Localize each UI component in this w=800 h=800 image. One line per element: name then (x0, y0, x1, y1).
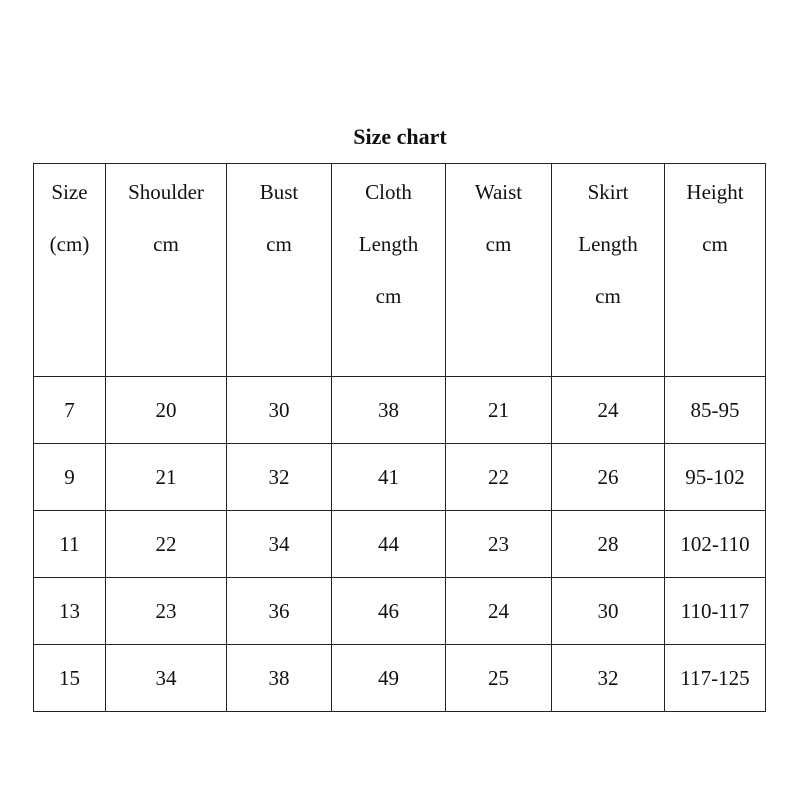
table-cell: 20 (106, 377, 227, 444)
header-label: Size (51, 180, 88, 204)
header-bust (227, 164, 332, 377)
table-cell: 34 (106, 645, 227, 712)
table-row (34, 444, 766, 511)
table-cell: 28 (552, 511, 665, 578)
table-cell: 95-102 (665, 444, 766, 511)
table-row (34, 645, 766, 712)
table-cell: 24 (552, 377, 665, 444)
table-row (34, 511, 766, 578)
table-cell: 26 (552, 444, 665, 511)
table-cell: 46 (332, 578, 446, 645)
table-cell: 49 (332, 645, 446, 712)
header-label: cm (485, 232, 512, 256)
header-label: cm (595, 284, 621, 308)
table-cell: 23 (446, 511, 552, 578)
table-cell: 15 (34, 645, 106, 712)
header-label: cm (702, 232, 728, 256)
page-title: Size chart (353, 124, 447, 149)
header-label: cm (266, 232, 292, 256)
table-cell: 36 (227, 578, 332, 645)
header-label: cm (153, 232, 179, 256)
header-label: Length (358, 232, 419, 256)
table-cell: 41 (332, 444, 446, 511)
header-label: Shoulder (128, 180, 204, 204)
header-waist (446, 164, 552, 377)
table-cell: 30 (227, 377, 332, 444)
table-cell: 30 (552, 578, 665, 645)
table-cell: 32 (227, 444, 332, 511)
table-cell: 21 (106, 444, 227, 511)
table-cell: 9 (34, 444, 106, 511)
table-cell: 11 (34, 511, 106, 578)
header-shoulder (106, 164, 227, 377)
header-cloth-length (332, 164, 446, 377)
table-cell: 102-110 (665, 511, 766, 578)
table-cell: 38 (227, 645, 332, 712)
table-header-row (34, 164, 766, 377)
header-label: Cloth (365, 180, 412, 204)
table-cell: 24 (446, 578, 552, 645)
table-cell: 117-125 (665, 645, 766, 712)
header-label: Length (578, 232, 638, 256)
table-cell: 7 (34, 377, 106, 444)
table-cell: 34 (227, 511, 332, 578)
table-cell: 85-95 (665, 377, 766, 444)
header-label: Skirt (587, 180, 629, 204)
table-cell: 32 (552, 645, 665, 712)
table-cell: 22 (106, 511, 227, 578)
table-row (34, 377, 766, 444)
table-cell: 23 (106, 578, 227, 645)
size-chart-table (33, 163, 766, 712)
header-label: Waist (474, 180, 523, 204)
table-row (34, 578, 766, 645)
header-height (665, 164, 766, 377)
table-cell: 44 (332, 511, 446, 578)
header-label: cm (375, 284, 402, 308)
header-size (34, 164, 106, 377)
header-label: Bust (259, 180, 299, 204)
table-cell: 25 (446, 645, 552, 712)
table-cell: 110-117 (665, 578, 766, 645)
header-label: Height (686, 180, 744, 204)
table-cell: 38 (332, 377, 446, 444)
header-label: (cm) (49, 232, 90, 256)
table-cell: 21 (446, 377, 552, 444)
table-cell: 13 (34, 578, 106, 645)
header-skirt-length (552, 164, 665, 377)
table-cell: 22 (446, 444, 552, 511)
